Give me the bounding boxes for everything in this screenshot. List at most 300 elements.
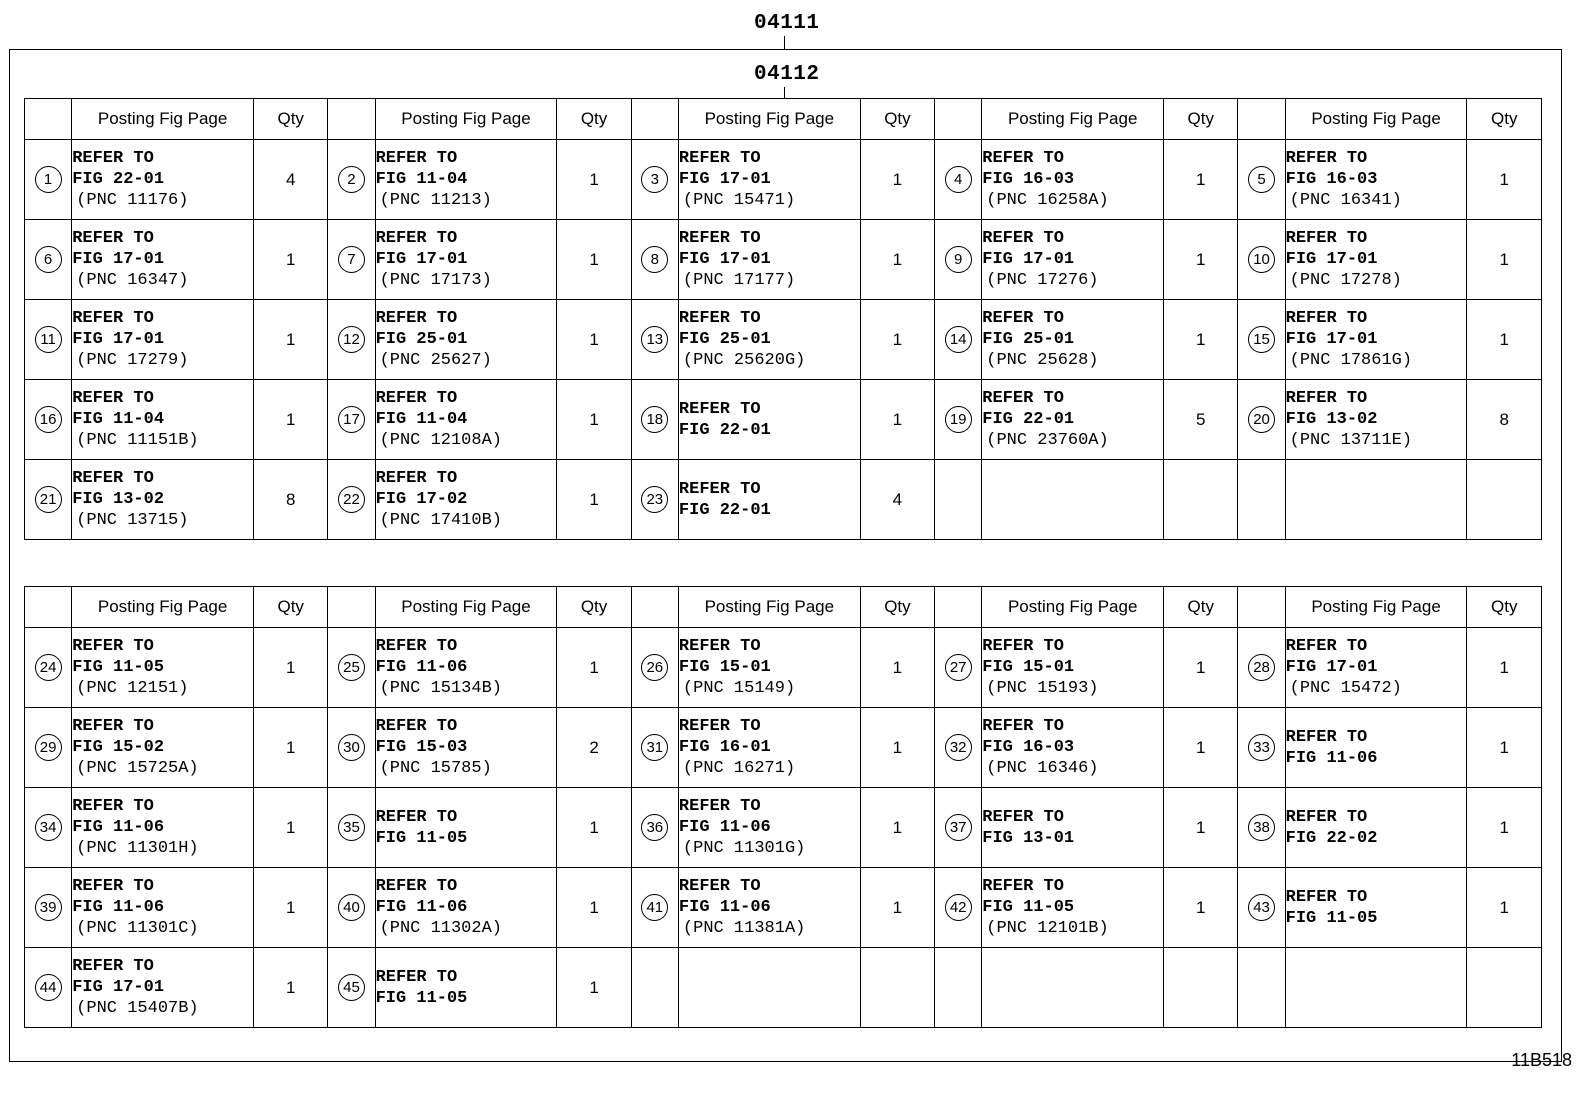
reference-cell xyxy=(375,140,557,220)
qty-cell: 1 xyxy=(1164,628,1238,708)
pnc-number: (PNC 25620G) xyxy=(682,351,806,370)
refer-to-text: REFER TO xyxy=(1285,389,1368,408)
pnc-number: (PNC 15193) xyxy=(986,679,1099,698)
item-number-cell xyxy=(631,300,678,380)
qty-cell: 1 xyxy=(254,708,328,788)
qty-cell: 5 xyxy=(1164,380,1238,460)
refer-to-text: REFER TO xyxy=(1285,727,1368,747)
qty-cell: 1 xyxy=(254,868,328,948)
item-number-cell xyxy=(25,140,72,220)
fig-reference: FIG 11-06 xyxy=(375,898,468,917)
header-number-cell xyxy=(935,587,982,628)
pnc-number: (PNC 11301H) xyxy=(76,839,199,858)
qty-cell: 1 xyxy=(860,220,934,300)
refer-to-text: REFER TO xyxy=(1285,149,1368,168)
pnc-number: (PNC 11151B) xyxy=(76,431,199,450)
reference-table-2 xyxy=(24,586,1542,1028)
fig-reference: FIG 11-06 xyxy=(72,898,165,917)
reference-cell xyxy=(72,380,254,460)
pnc-number: (PNC 17861G) xyxy=(1289,351,1413,370)
reference-table-1 xyxy=(24,98,1542,540)
item-number-badge: 37 xyxy=(945,814,972,841)
reference-cell xyxy=(1285,380,1467,460)
qty-cell: 1 xyxy=(1467,220,1542,300)
refer-to-text: REFER TO xyxy=(1285,309,1368,328)
item-number-cell xyxy=(25,788,72,868)
qty-cell: 1 xyxy=(557,868,631,948)
header-number-cell xyxy=(1238,587,1285,628)
item-number-cell xyxy=(328,708,375,788)
fig-reference: FIG 13-02 xyxy=(1285,410,1378,429)
header-qty: Qty xyxy=(557,99,631,140)
pnc-number: (PNC 25628) xyxy=(986,351,1099,370)
header-qty: Qty xyxy=(1467,587,1542,628)
assembly-leader-line xyxy=(784,36,785,49)
pnc-number: (PNC 13715) xyxy=(76,511,189,530)
pnc-number: (PNC 16258A) xyxy=(986,191,1109,210)
header-fig-page: Posting Fig Page xyxy=(1285,99,1467,140)
qty-cell: 1 xyxy=(860,788,934,868)
qty-cell xyxy=(860,948,934,1028)
qty-cell: 1 xyxy=(557,628,631,708)
pnc-number: (PNC 15725A) xyxy=(76,759,199,778)
qty-cell: 1 xyxy=(557,460,631,540)
item-number-cell xyxy=(25,708,72,788)
reference-cell xyxy=(982,300,1164,380)
header-fig-page: Posting Fig Page xyxy=(375,587,557,628)
item-number-badge: 42 xyxy=(945,894,972,921)
item-number-cell xyxy=(631,628,678,708)
item-number-badge: 22 xyxy=(338,486,365,513)
reference-cell xyxy=(375,868,557,948)
qty-cell: 1 xyxy=(860,300,934,380)
refer-to-text: REFER TO xyxy=(678,149,761,168)
reference-cell xyxy=(982,948,1164,1028)
qty-cell: 8 xyxy=(254,460,328,540)
item-number-badge: 17 xyxy=(338,406,365,433)
item-number-cell xyxy=(1238,788,1285,868)
item-number-cell xyxy=(631,868,678,948)
qty-cell: 1 xyxy=(557,788,631,868)
refer-to-text: REFER TO xyxy=(72,389,154,408)
item-number-cell xyxy=(328,460,375,540)
item-number-badge: 45 xyxy=(338,974,365,1001)
fig-reference: FIG 22-02 xyxy=(1285,828,1378,848)
item-number-cell xyxy=(25,460,72,540)
refer-to-text: REFER TO xyxy=(72,229,154,248)
reference-cell xyxy=(72,220,254,300)
header-fig-page: Posting Fig Page xyxy=(982,99,1164,140)
header-number-cell xyxy=(631,99,678,140)
item-number-cell xyxy=(935,140,982,220)
reference-cell xyxy=(72,948,254,1028)
fig-reference: FIG 16-01 xyxy=(678,738,771,757)
reference-cell xyxy=(982,460,1164,540)
fig-reference: FIG 11-04 xyxy=(375,170,468,189)
qty-cell: 1 xyxy=(1467,868,1542,948)
refer-to-text: REFER TO xyxy=(1285,887,1368,907)
fig-reference: FIG 11-04 xyxy=(72,410,165,429)
header-qty: Qty xyxy=(557,587,631,628)
header-qty: Qty xyxy=(1164,99,1238,140)
fig-reference: FIG 22-01 xyxy=(678,500,771,520)
reference-cell xyxy=(1285,300,1467,380)
item-number-cell xyxy=(935,300,982,380)
reference-cell xyxy=(72,788,254,868)
header-number-cell xyxy=(1238,99,1285,140)
qty-cell: 1 xyxy=(254,788,328,868)
item-number-cell xyxy=(631,460,678,540)
qty-cell xyxy=(1164,948,1238,1028)
item-number-cell xyxy=(631,380,678,460)
item-number-cell xyxy=(328,628,375,708)
item-number-badge: 31 xyxy=(641,734,668,761)
reference-cell xyxy=(375,300,557,380)
item-number-cell xyxy=(631,220,678,300)
item-number-badge: 13 xyxy=(641,326,668,353)
pnc-number: (PNC 12101B) xyxy=(986,919,1109,938)
refer-to-text: REFER TO xyxy=(1285,637,1368,656)
item-number-cell xyxy=(935,460,982,540)
refer-to-text: REFER TO xyxy=(72,957,154,976)
refer-to-text: REFER TO xyxy=(72,797,154,816)
fig-reference: FIG 16-03 xyxy=(982,170,1075,189)
item-number-badge: 11 xyxy=(35,326,62,353)
refer-to-text: REFER TO xyxy=(375,807,458,827)
fig-reference: FIG 11-05 xyxy=(982,898,1075,917)
refer-to-text: REFER TO xyxy=(678,399,761,419)
header-fig-page: Posting Fig Page xyxy=(72,587,254,628)
qty-cell: 8 xyxy=(1467,380,1542,460)
qty-cell xyxy=(1164,460,1238,540)
fig-reference: FIG 16-03 xyxy=(982,738,1075,757)
refer-to-text: REFER TO xyxy=(72,637,154,656)
refer-to-text: REFER TO xyxy=(678,877,761,896)
pnc-number: (PNC 11302A) xyxy=(379,919,502,938)
fig-reference: FIG 15-02 xyxy=(72,738,165,757)
item-number-cell xyxy=(935,628,982,708)
reference-cell xyxy=(1285,868,1467,948)
item-number-badge: 28 xyxy=(1248,654,1275,681)
item-number-cell xyxy=(1238,628,1285,708)
refer-to-text: REFER TO xyxy=(375,389,458,408)
header-qty: Qty xyxy=(254,587,328,628)
table-row xyxy=(25,460,1542,540)
qty-cell: 1 xyxy=(860,868,934,948)
item-number-badge: 8 xyxy=(641,246,668,273)
item-number-cell xyxy=(25,948,72,1028)
reference-cell xyxy=(982,140,1164,220)
reference-cell xyxy=(375,948,557,1028)
pnc-number: (PNC 17276) xyxy=(986,271,1099,290)
reference-cell xyxy=(678,628,860,708)
reference-cell xyxy=(375,460,557,540)
item-number-cell xyxy=(631,948,678,1028)
fig-reference: FIG 11-05 xyxy=(72,658,165,677)
item-number-badge: 24 xyxy=(35,654,62,681)
refer-to-text: REFER TO xyxy=(375,469,458,488)
fig-reference: FIG 22-01 xyxy=(678,420,771,440)
item-number-badge: 12 xyxy=(338,326,365,353)
item-number-badge: 3 xyxy=(641,166,668,193)
fig-reference: FIG 22-01 xyxy=(72,170,165,189)
header-qty: Qty xyxy=(254,99,328,140)
qty-cell: 1 xyxy=(1164,708,1238,788)
item-number-badge: 39 xyxy=(35,894,62,921)
item-number-cell xyxy=(631,788,678,868)
refer-to-text: REFER TO xyxy=(375,717,458,736)
header-row xyxy=(25,99,1542,140)
item-number-cell xyxy=(935,220,982,300)
fig-reference: FIG 25-01 xyxy=(982,330,1075,349)
refer-to-text: REFER TO xyxy=(982,717,1064,736)
reference-cell xyxy=(982,380,1164,460)
table-row xyxy=(25,788,1542,868)
qty-cell: 1 xyxy=(1164,868,1238,948)
pnc-number: (PNC 16341) xyxy=(1289,191,1402,210)
pnc-number: (PNC 11301C) xyxy=(76,919,199,938)
header-number-cell xyxy=(631,587,678,628)
pnc-number: (PNC 12108A) xyxy=(379,431,502,450)
image-reference-code: 11B518 xyxy=(1511,1050,1572,1070)
item-number-badge: 15 xyxy=(1248,326,1275,353)
item-number-cell xyxy=(1238,948,1285,1028)
pnc-number: (PNC 16347) xyxy=(76,271,189,290)
fig-reference: FIG 17-01 xyxy=(982,250,1075,269)
item-number-cell xyxy=(1238,300,1285,380)
reference-cell xyxy=(72,628,254,708)
pnc-number: (PNC 11301G) xyxy=(682,839,806,858)
refer-to-text: REFER TO xyxy=(982,149,1064,168)
item-number-cell xyxy=(1238,708,1285,788)
item-number-badge: 19 xyxy=(945,406,972,433)
item-number-badge: 41 xyxy=(641,894,668,921)
item-number-cell xyxy=(25,300,72,380)
item-number-badge: 10 xyxy=(1248,246,1275,273)
item-number-badge: 30 xyxy=(338,734,365,761)
qty-cell: 2 xyxy=(557,708,631,788)
item-number-cell xyxy=(1238,460,1285,540)
pnc-number: (PNC 12151) xyxy=(76,679,189,698)
reference-cell xyxy=(678,380,860,460)
pnc-number: (PNC 11381A) xyxy=(682,919,806,938)
reference-cell xyxy=(678,140,860,220)
reference-cell xyxy=(72,140,254,220)
item-number-cell xyxy=(1238,380,1285,460)
pnc-number: (PNC 15149) xyxy=(682,679,796,698)
qty-cell: 1 xyxy=(860,708,934,788)
item-number-cell xyxy=(25,628,72,708)
item-number-cell xyxy=(328,300,375,380)
reference-cell xyxy=(678,460,860,540)
refer-to-text: REFER TO xyxy=(678,637,761,656)
refer-to-text: REFER TO xyxy=(375,637,458,656)
reference-cell xyxy=(982,868,1164,948)
header-qty: Qty xyxy=(1467,99,1542,140)
item-number-badge: 1 xyxy=(35,166,62,193)
pnc-number: (PNC 11176) xyxy=(76,191,189,210)
qty-cell: 1 xyxy=(1164,220,1238,300)
item-number-badge: 29 xyxy=(35,734,62,761)
refer-to-text: REFER TO xyxy=(982,807,1064,827)
item-number-badge: 33 xyxy=(1248,734,1275,761)
qty-cell: 1 xyxy=(1467,628,1542,708)
qty-cell: 1 xyxy=(1467,300,1542,380)
refer-to-text: REFER TO xyxy=(72,309,154,328)
qty-cell: 1 xyxy=(254,380,328,460)
header-fig-page: Posting Fig Page xyxy=(1285,587,1467,628)
item-number-cell xyxy=(935,708,982,788)
reference-cell xyxy=(1285,708,1467,788)
item-number-badge: 38 xyxy=(1248,814,1275,841)
table-row xyxy=(25,380,1542,460)
table-row xyxy=(25,948,1542,1028)
refer-to-text: REFER TO xyxy=(72,149,154,168)
fig-reference: FIG 11-06 xyxy=(1285,748,1378,768)
refer-to-text: REFER TO xyxy=(375,229,458,248)
reference-cell xyxy=(72,868,254,948)
item-number-cell xyxy=(328,220,375,300)
reference-cell xyxy=(982,788,1164,868)
item-number-badge: 18 xyxy=(641,406,668,433)
fig-reference: FIG 16-03 xyxy=(1285,170,1378,189)
reference-cell xyxy=(1285,220,1467,300)
table-row xyxy=(25,220,1542,300)
item-number-badge: 9 xyxy=(945,246,972,273)
pnc-number: (PNC 15134B) xyxy=(379,679,502,698)
fig-reference: FIG 15-01 xyxy=(982,658,1075,677)
header-number-cell xyxy=(935,99,982,140)
pnc-number: (PNC 13711E) xyxy=(1289,431,1413,450)
fig-reference: FIG 22-01 xyxy=(982,410,1075,429)
pnc-number: (PNC 15472) xyxy=(1289,679,1402,698)
refer-to-text: REFER TO xyxy=(72,877,154,896)
reference-cell xyxy=(72,708,254,788)
fig-reference: FIG 17-01 xyxy=(72,250,165,269)
refer-to-text: REFER TO xyxy=(375,309,458,328)
qty-cell: 4 xyxy=(860,460,934,540)
refer-to-text: REFER TO xyxy=(678,229,761,248)
header-number-cell xyxy=(25,587,72,628)
item-number-cell xyxy=(1238,140,1285,220)
item-number-cell xyxy=(631,140,678,220)
item-number-badge: 7 xyxy=(338,246,365,273)
fig-reference: FIG 17-01 xyxy=(72,978,165,997)
pnc-number: (PNC 23760A) xyxy=(986,431,1109,450)
pnc-number: (PNC 17279) xyxy=(76,351,189,370)
fig-reference: FIG 11-06 xyxy=(375,658,468,677)
fig-reference: FIG 17-01 xyxy=(1285,330,1378,349)
refer-to-text: REFER TO xyxy=(1285,229,1368,248)
reference-cell xyxy=(1285,460,1467,540)
fig-reference: FIG 13-02 xyxy=(72,490,165,509)
refer-to-text: REFER TO xyxy=(982,229,1064,248)
item-number-badge: 5 xyxy=(1248,166,1275,193)
pnc-number: (PNC 15407B) xyxy=(76,999,199,1018)
reference-cell xyxy=(72,300,254,380)
reference-cell xyxy=(678,220,860,300)
item-number-badge: 23 xyxy=(641,486,668,513)
header-fig-page: Posting Fig Page xyxy=(678,587,860,628)
refer-to-text: REFER TO xyxy=(375,967,458,987)
pnc-number: (PNC 17278) xyxy=(1289,271,1402,290)
table-row xyxy=(25,628,1542,708)
reference-cell xyxy=(678,868,860,948)
item-number-badge: 35 xyxy=(338,814,365,841)
item-number-badge: 43 xyxy=(1248,894,1275,921)
fig-reference: FIG 17-01 xyxy=(375,250,468,269)
reference-cell xyxy=(678,948,860,1028)
item-number-badge: 26 xyxy=(641,654,668,681)
pnc-number: (PNC 15471) xyxy=(682,191,796,210)
refer-to-text: REFER TO xyxy=(678,797,761,816)
header-qty: Qty xyxy=(860,99,934,140)
header-qty: Qty xyxy=(1164,587,1238,628)
qty-cell: 1 xyxy=(1164,788,1238,868)
fig-reference: FIG 17-01 xyxy=(1285,658,1378,677)
item-number-badge: 36 xyxy=(641,814,668,841)
table-row xyxy=(25,140,1542,220)
fig-reference: FIG 17-01 xyxy=(1285,250,1378,269)
qty-cell: 1 xyxy=(1164,140,1238,220)
pnc-number: (PNC 16346) xyxy=(986,759,1099,778)
item-number-cell xyxy=(328,788,375,868)
reference-cell xyxy=(678,788,860,868)
refer-to-text: REFER TO xyxy=(982,389,1064,408)
item-number-cell xyxy=(328,948,375,1028)
item-number-cell xyxy=(935,788,982,868)
item-number-badge: 4 xyxy=(945,166,972,193)
reference-cell xyxy=(982,628,1164,708)
item-number-badge: 25 xyxy=(338,654,365,681)
item-number-cell xyxy=(25,220,72,300)
refer-to-text: REFER TO xyxy=(678,309,761,328)
reference-cell xyxy=(375,220,557,300)
header-row xyxy=(25,587,1542,628)
qty-cell: 4 xyxy=(254,140,328,220)
item-number-badge: 14 xyxy=(945,326,972,353)
qty-cell: 1 xyxy=(1164,300,1238,380)
pnc-number: (PNC 25627) xyxy=(379,351,492,370)
pnc-number: (PNC 17410B) xyxy=(379,511,502,530)
item-number-cell xyxy=(1238,868,1285,948)
reference-cell xyxy=(982,220,1164,300)
pnc-number: (PNC 17173) xyxy=(379,271,492,290)
qty-cell: 1 xyxy=(1467,708,1542,788)
item-number-cell xyxy=(328,868,375,948)
refer-to-text: REFER TO xyxy=(678,717,761,736)
qty-cell: 1 xyxy=(557,220,631,300)
pnc-number: (PNC 15785) xyxy=(379,759,492,778)
item-number-cell xyxy=(328,140,375,220)
reference-cell xyxy=(375,788,557,868)
qty-cell xyxy=(1467,460,1542,540)
header-number-cell xyxy=(25,99,72,140)
qty-cell: 1 xyxy=(860,140,934,220)
header-number-cell xyxy=(328,587,375,628)
item-number-badge: 27 xyxy=(945,654,972,681)
header-fig-page: Posting Fig Page xyxy=(982,587,1164,628)
fig-reference: FIG 17-01 xyxy=(72,330,165,349)
reference-cell xyxy=(982,708,1164,788)
reference-cell xyxy=(1285,948,1467,1028)
refer-to-text: REFER TO xyxy=(375,877,458,896)
fig-reference: FIG 17-01 xyxy=(678,170,771,189)
table-row xyxy=(25,868,1542,948)
item-number-cell xyxy=(1238,220,1285,300)
qty-cell: 1 xyxy=(254,300,328,380)
item-number-badge: 34 xyxy=(35,814,62,841)
